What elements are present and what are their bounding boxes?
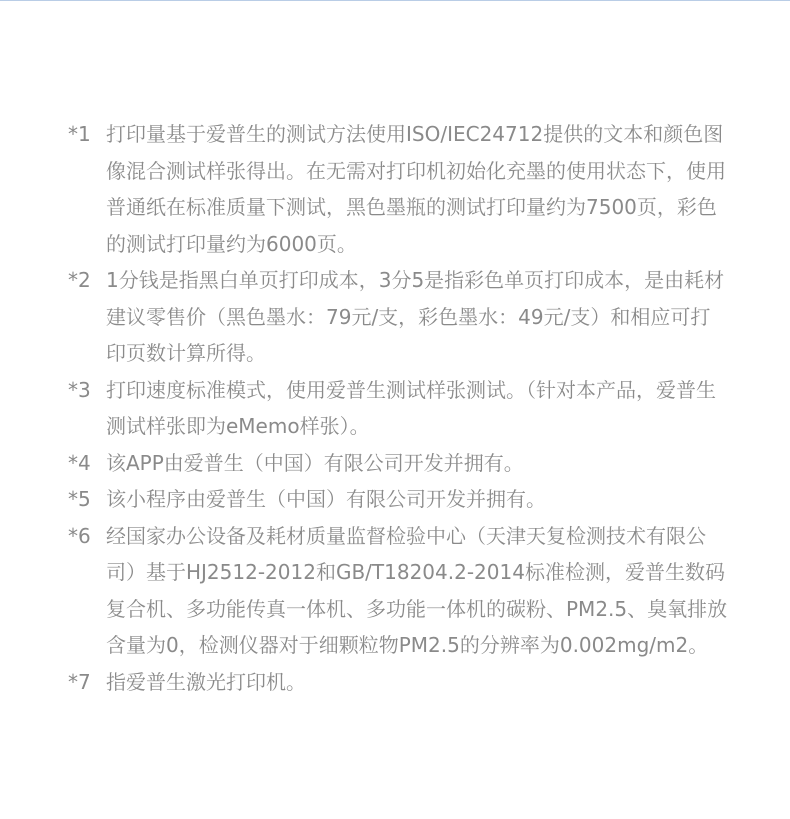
footnote-item [68,445,728,482]
footnote-item [68,664,728,701]
footnote-item [68,116,728,262]
footnote-text: 打印量基于爱普生的测试方法使用ISO/IEC24712提供的文本和颜色图像混合测试样张得出。在无需对打印机初始化充墨的使用状态下，使用普通纸在标准质量下测试，黑色墨瓶的测试打印量约为7500页，彩色的测试打印量约为6000页。 [106,122,726,256]
footnote-text: 打印速度标准模式，使用爱普生测试样张测试。（针对本产品，爱普生测试样张即为eMemo样张）。 [106,377,716,438]
top-divider [0,0,790,1]
footnote-marker: *7 [68,669,91,694]
footnote-list [68,116,728,700]
footnote-marker: *6 [68,523,91,548]
footnote-marker: *5 [68,487,91,511]
footnote-marker: *1 [68,122,91,146]
footnote-item [68,262,728,372]
footnote-item [68,518,728,664]
footnote-text: 1分钱是指黑白单页打印成本，3分5是指彩色单页打印成本，是由耗材建议零售价（黑色墨水：79元/支，彩色墨水：49元/支）和相应可打印页数计算所得。 [106,268,725,365]
footnote-marker: *4 [68,450,91,475]
footnote-text: 该APP由爱普生（中国）有限公司开发并拥有。 [106,450,524,475]
footnote-item [68,372,728,445]
footnote-marker: *3 [68,377,91,402]
footnote-item [68,481,728,518]
footnote-marker: *2 [68,268,91,292]
footnote-text: 指爱普生激光打印机。 [106,669,306,694]
footnote-text: 经国家办公设备及耗材质量监督检验中心（天津天复检测技术有限公司）基于HJ2512-2012和GB/T18204.2-2014标准检测，爱普生数码复合机、多功能传真一体机、多功能一体机的碳粉、PM2.5、臭氧排放含量为0，检测仪器对于细颗粒物PM2.5的分辨率为0.002mg/m2。 [106,523,728,657]
footnote-text: 该小程序由爱普生（中国）有限公司开发并拥有。 [106,487,546,511]
